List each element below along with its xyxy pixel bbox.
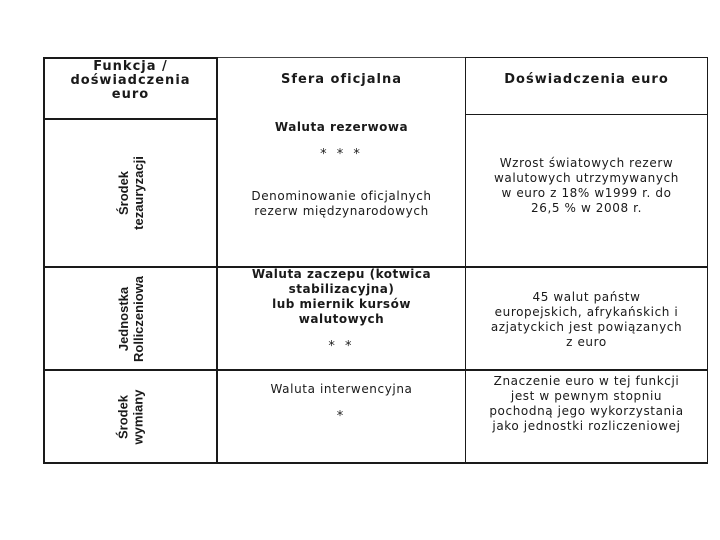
row3-experience-line1: Znaczenie euro w tej funkcji <box>493 374 680 388</box>
row1-official-note-line2: rezerw międzynarodowych <box>254 204 429 218</box>
row3-official-stars: * <box>336 409 347 424</box>
table-border-bottom <box>43 462 708 464</box>
row3-function-line2: wymiany <box>130 389 146 444</box>
row1-experience-cell <box>466 156 707 226</box>
row3-official-title: Waluta interwencyjna <box>270 382 413 396</box>
row2-function-line1: Jednostka <box>115 286 131 351</box>
table-border-header-right <box>466 114 708 115</box>
row2-official-stars: * * <box>328 339 355 354</box>
row1-experience-line3: w euro z 18% w1999 r. do <box>501 186 672 200</box>
row1-official-cell <box>218 120 465 266</box>
row2-official-title-line1: Waluta zaczepu (kotwica <box>251 267 432 281</box>
row2-experience-line1: 45 walut państw <box>532 290 641 304</box>
header-function-line1: Funkcja / <box>93 59 168 74</box>
row2-function-cell <box>45 268 216 369</box>
header-experience-cell <box>466 72 707 92</box>
header-function-line3: euro <box>111 87 150 102</box>
row3-function-line1: Środek <box>115 394 131 439</box>
row2-experience-cell <box>466 290 707 352</box>
row2-experience-line4: z euro <box>566 335 607 349</box>
row2-experience-line2: europejskich, afrykańskich i <box>494 305 679 319</box>
row1-official-stars: * * * <box>320 147 363 162</box>
header-function-line2: doświadczenia <box>70 73 191 88</box>
header-experience: Doświadczenia euro <box>504 72 669 87</box>
row1-experience-line1: Wzrost światowych rezerw <box>499 156 674 170</box>
row3-official-cell <box>218 382 465 452</box>
row3-function-cell <box>45 371 216 462</box>
row2-experience-line3: azjatyckich jest powiązanych <box>490 320 683 334</box>
row2-function-line2: Rolliczeniowa <box>130 275 146 362</box>
row1-function-line2: tezauryzacji <box>130 156 146 230</box>
row1-official-title: Waluta rezerwowa <box>274 120 409 134</box>
header-official-cell <box>218 72 465 92</box>
row3-experience-line4: jako jednostki rozliczeniowej <box>492 419 681 433</box>
row3-experience-line3: pochodną jego wykorzystania <box>489 404 684 418</box>
row2-official-cell <box>218 267 465 369</box>
row1-experience-line4: 26,5 % w 2008 r. <box>531 201 642 215</box>
row1-official-note-line1: Denominowanie oficjalnych <box>251 189 432 203</box>
row3-experience-cell <box>466 374 707 436</box>
row1-function-cell <box>45 120 216 266</box>
table-border-right <box>707 57 708 464</box>
row2-official-title-line3: lub miernik kursów <box>272 297 411 311</box>
row1-experience-line2: walutowych utrzymywanych <box>493 171 679 185</box>
row2-official-title-line2: stabilizacyjna) <box>288 282 395 296</box>
table-border-top-right <box>218 57 496 58</box>
row1-function-line1: Środek <box>115 170 131 216</box>
row3-experience-line2: jest w pewnym stopniu <box>510 389 663 403</box>
table-border-top-far <box>466 57 708 58</box>
row2-official-title-line4: walutowych <box>298 312 385 326</box>
header-official: Sfera oficjalna <box>280 72 402 87</box>
header-function-cell <box>45 60 216 118</box>
